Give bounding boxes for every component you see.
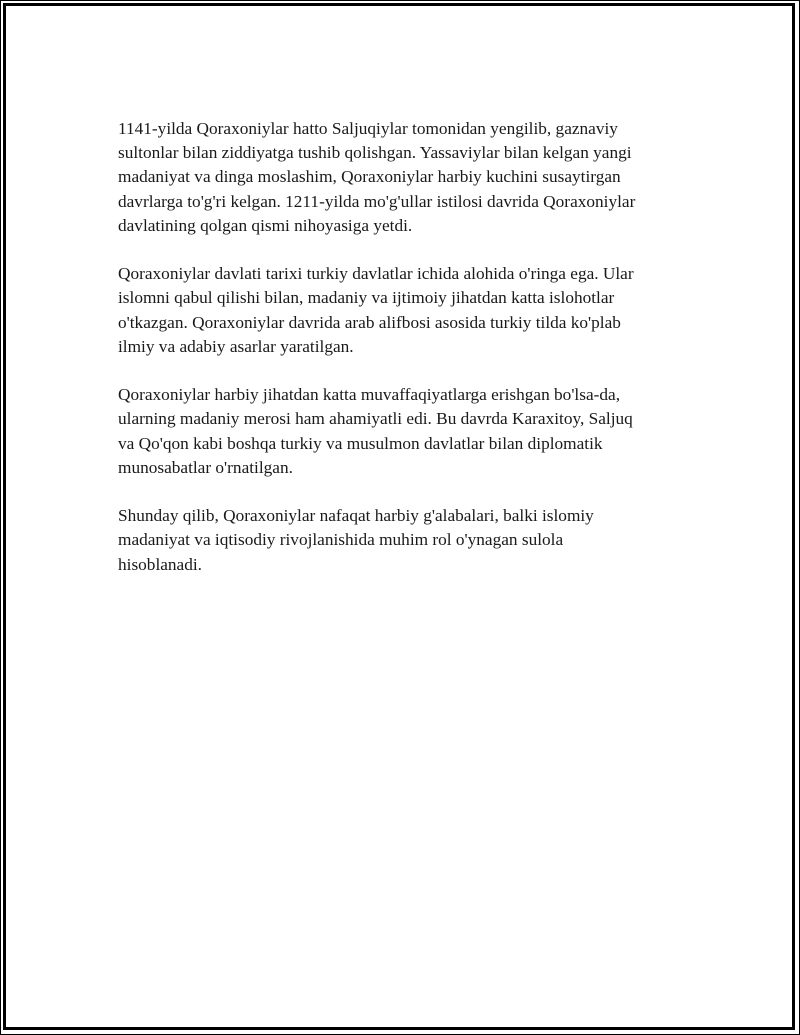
text-line: ilmiy va adabiy asarlar yaratilgan. [118, 336, 354, 356]
paragraph-2 [118, 262, 688, 359]
text-line: munosabatlar o'rnatilgan. [118, 457, 293, 477]
text-line: va Qo'qon kabi boshqa turkiy va musulmon davlatlar bilan diplomatik [118, 433, 603, 453]
text-line: davlatining qolgan qismi nihoyasiga yetdi. [118, 215, 413, 235]
text-line: Qoraxoniylar davlati tarixi turkiy davlatlar ichida alohida o'ringa ega. Ular [118, 264, 634, 284]
text-line: hisoblanadi. [118, 554, 202, 574]
text-line: islomni qabul qilishi bilan, madaniy va ijtimoiy jihatdan katta islohotlar [118, 288, 615, 308]
text-line: Shunday qilib, Qoraxoniylar nafaqat harbiy g'alabalari, balki islomiy [118, 506, 594, 526]
text-line: madaniyat va dinga moslashim, Qoraxoniylar harbiy kuchini susaytirgan [118, 167, 621, 187]
text-line: davrlarga to'g'ri kelgan. 1211-yilda mo'g'ullar istilosi davrida Qoraxoniylar [118, 191, 636, 211]
text-line: madaniyat va iqtisodiy rivojlanishida muhim rol o'ynagan sulola [118, 530, 564, 550]
text-line: 1141-yilda Qoraxoniylar hatto Saljuqiylar tomonidan yengilib, gaznaviy [118, 119, 618, 138]
paragraph-3 [118, 383, 688, 480]
text-line: sultonlar bilan ziddiyatga tushib qolishgan. Yassaviylar bilan kelgan yangi [118, 143, 632, 163]
text-line: Qoraxoniylar harbiy jihatdan katta muvaffaqiyatlarga erishgan bo'lsa-da, [118, 385, 621, 405]
paragraph-4 [118, 504, 688, 577]
document-body [118, 117, 688, 601]
text-line: o'tkazgan. Qoraxoniylar davrida arab alifbosi asosida turkiy tilda ko'plab [118, 312, 621, 332]
text-line: ularning madaniy merosi ham ahamiyatli edi. Bu davrda Karaxitoy, Saljuq [118, 409, 633, 429]
paragraph-1 [118, 117, 688, 238]
